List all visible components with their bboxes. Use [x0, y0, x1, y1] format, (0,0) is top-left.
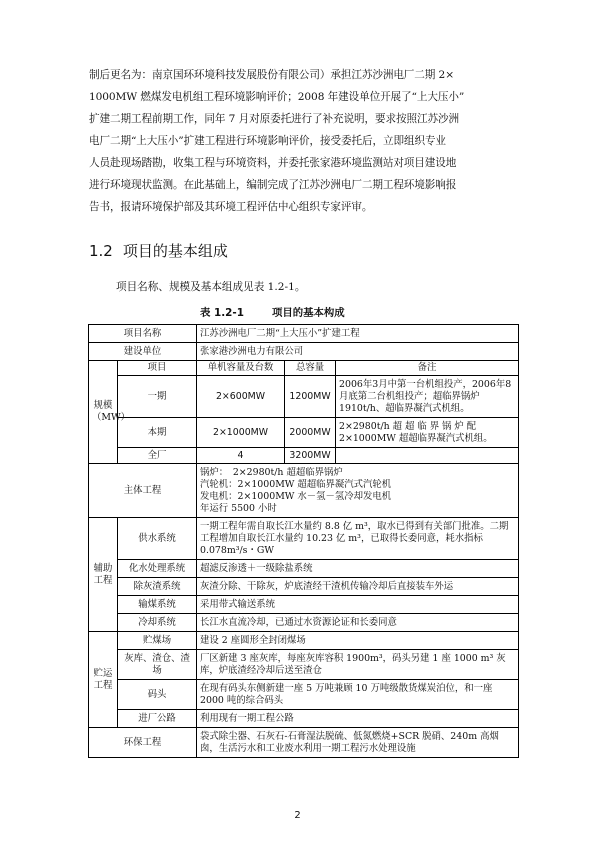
table-row [89, 361, 519, 376]
storage-item-name: 码头 [118, 680, 197, 710]
scale-total: 1200MW [285, 376, 336, 418]
storage-item-text: 建设 2 座圆形全封闭煤场 [197, 632, 519, 650]
table-caption [200, 304, 345, 319]
project-name-value: 江苏沙洲电厂二期“上大压小”扩建工程 [197, 325, 519, 343]
scale-item: 本期 [118, 418, 197, 448]
col-header-note: 备注 [336, 361, 519, 376]
auxiliary-item-text: 灰渣分除、干除灰，炉底渣经干渣机传输冷却后直接装车外运 [197, 578, 519, 596]
table-row [89, 343, 519, 361]
col-header-unit: 单机容量及台数 [197, 361, 285, 376]
table-row [89, 560, 519, 578]
scale-note [336, 448, 519, 464]
paragraph-line: 制后更名为：南京国环环境科技发展股份有限公司）承担江苏沙洲电厂二期 2× [89, 69, 454, 81]
auxiliary-item-name: 供水系统 [118, 518, 197, 560]
table-row [89, 632, 519, 650]
scale-item: 全厂 [118, 448, 197, 464]
table-title: 项目的基本构成 [271, 307, 345, 319]
main-works-value [197, 464, 519, 518]
auxiliary-item-text: 长江水直流冷却，已通过水资源论证和长委同意 [197, 614, 519, 632]
col-header-total: 总容量 [285, 361, 336, 376]
storage-item-text: 利用现有一期工程公路 [197, 710, 519, 728]
project-composition-table [88, 324, 519, 758]
scale-note: 2×2980t/h 超 超 临 界 锅 炉 配 2×1000MW 超超临界凝汽式机组。 [336, 418, 519, 448]
auxiliary-item-name: 化水处理系统 [118, 560, 197, 578]
table-row [89, 464, 519, 518]
paragraph-line: 1000MW 燃煤发电机组工程环境影响评价；2008 年建设单位开展了“上大压小” [89, 91, 465, 103]
main-works-line: 发电机：2×1000MW 水－氢－氢冷却发电机 [200, 490, 392, 502]
table-row [89, 578, 519, 596]
table-row [89, 728, 519, 758]
storage-item-text: 厂区新建 3 座灰库，每座灰库容积 1900m³，码头另建 1 座 1000 m³ 灰库，炉底渣经冷却后送至渣仓 [197, 650, 519, 680]
intro-text: 项目名称、规模及基本组成见表 1.2-1。 [116, 281, 306, 293]
storage-item-name: 贮煤场 [118, 632, 197, 650]
environmental-label: 环保工程 [89, 728, 197, 758]
storage-item-text: 在现有码头东侧新建一座 5 万吨兼顾 10 万吨级散货煤炭泊位，和一座 2000 吨的综合码头 [197, 680, 519, 710]
body-paragraph [89, 64, 519, 218]
paragraph-line: 人员赴现场踏勘，收集工程与环境资料，并委托张家港环境监测站对项目建设地 [89, 157, 457, 169]
scale-total: 2000MW [285, 418, 336, 448]
table-row [89, 710, 519, 728]
auxiliary-item-text: 超滤反渗透＋一级除盐系统 [197, 560, 519, 578]
section-heading [89, 240, 228, 261]
environmental-text: 袋式除尘器、石灰石-石膏湿法脱硫、低氮燃烧+SCR 脱硝、240m 高烟囱，生活污水和工业废水利用一期工程污水处理设施 [197, 728, 519, 758]
builder-value: 张家港沙洲电力有限公司 [197, 343, 519, 361]
scale-note: 2006年3月中第一台机组投产，2006年8月底第二台机组投产；超临界锅炉1910t/h、超临界凝汽式机组。 [336, 376, 519, 418]
table-row [89, 418, 519, 448]
scale-label: 规模（MW） [89, 361, 118, 464]
col-header-item: 项目 [118, 361, 197, 376]
section-title: 项目的基本组成 [122, 242, 228, 260]
table-row [89, 680, 519, 710]
storage-item-name: 进厂公路 [118, 710, 197, 728]
builder-label: 建设单位 [89, 343, 197, 361]
table-row [89, 518, 519, 560]
main-works-label: 主体工程 [89, 464, 197, 518]
auxiliary-item-name: 冷却系统 [118, 614, 197, 632]
scale-total: 3200MW [285, 448, 336, 464]
paragraph-line: 电厂二期“上大压小”扩建工程进行环境影响评价，接受委托后，立即组织专业 [89, 135, 446, 147]
table-row [89, 614, 519, 632]
storage-label: 贮运工程 [89, 632, 118, 728]
scale-unit: 4 [197, 448, 285, 464]
auxiliary-item-text: 一期工程年需自取长江水量约 8.8 亿 m³，取水已得到有关部门批准。二期工程增加自取长江水量约 10.23 亿 m³，已取得长委同意，耗水指标 0.078m³/s・GW [197, 518, 519, 560]
project-name-label: 项目名称 [89, 325, 197, 343]
table-row [89, 596, 519, 614]
paragraph-line: 告书，报请环境保护部及其环境工程评估中心组织专家评审。 [89, 201, 373, 213]
main-works-line: 汽轮机：2×1000MW 超超临界凝汽式汽轮机 [200, 478, 392, 490]
scale-item: 一期 [118, 376, 197, 418]
main-works-line: 锅炉： 2×2980t/h 超超临界锅炉 [200, 466, 343, 478]
table-row [89, 325, 519, 343]
scale-unit: 2×1000MW [197, 418, 285, 448]
paragraph-line: 进行环境现状监测。在此基础上，编制完成了江苏沙洲电厂二期工程环境影响报 [89, 179, 457, 191]
section-number: 1.2 [89, 242, 113, 260]
table-row [89, 376, 519, 418]
table-row [89, 650, 519, 680]
auxiliary-item-text: 采用带式输送系统 [197, 596, 519, 614]
table-number: 表 1.2-1 [200, 307, 244, 319]
paragraph-line: 扩建二期工程前期工作，同年 7 月对原委托进行了补充说明，要求按照江苏沙洲 [89, 113, 459, 125]
page-number: 2 [294, 810, 301, 821]
scale-unit: 2×600MW [197, 376, 285, 418]
main-works-line: 年运行 5500 小时 [200, 502, 277, 514]
auxiliary-item-name: 输煤系统 [118, 596, 197, 614]
table-row [89, 448, 519, 464]
auxiliary-label: 辅助工程 [89, 518, 118, 632]
storage-item-name: 灰库、渣仓、渣场 [118, 650, 197, 680]
auxiliary-item-name: 除灰渣系统 [118, 578, 197, 596]
